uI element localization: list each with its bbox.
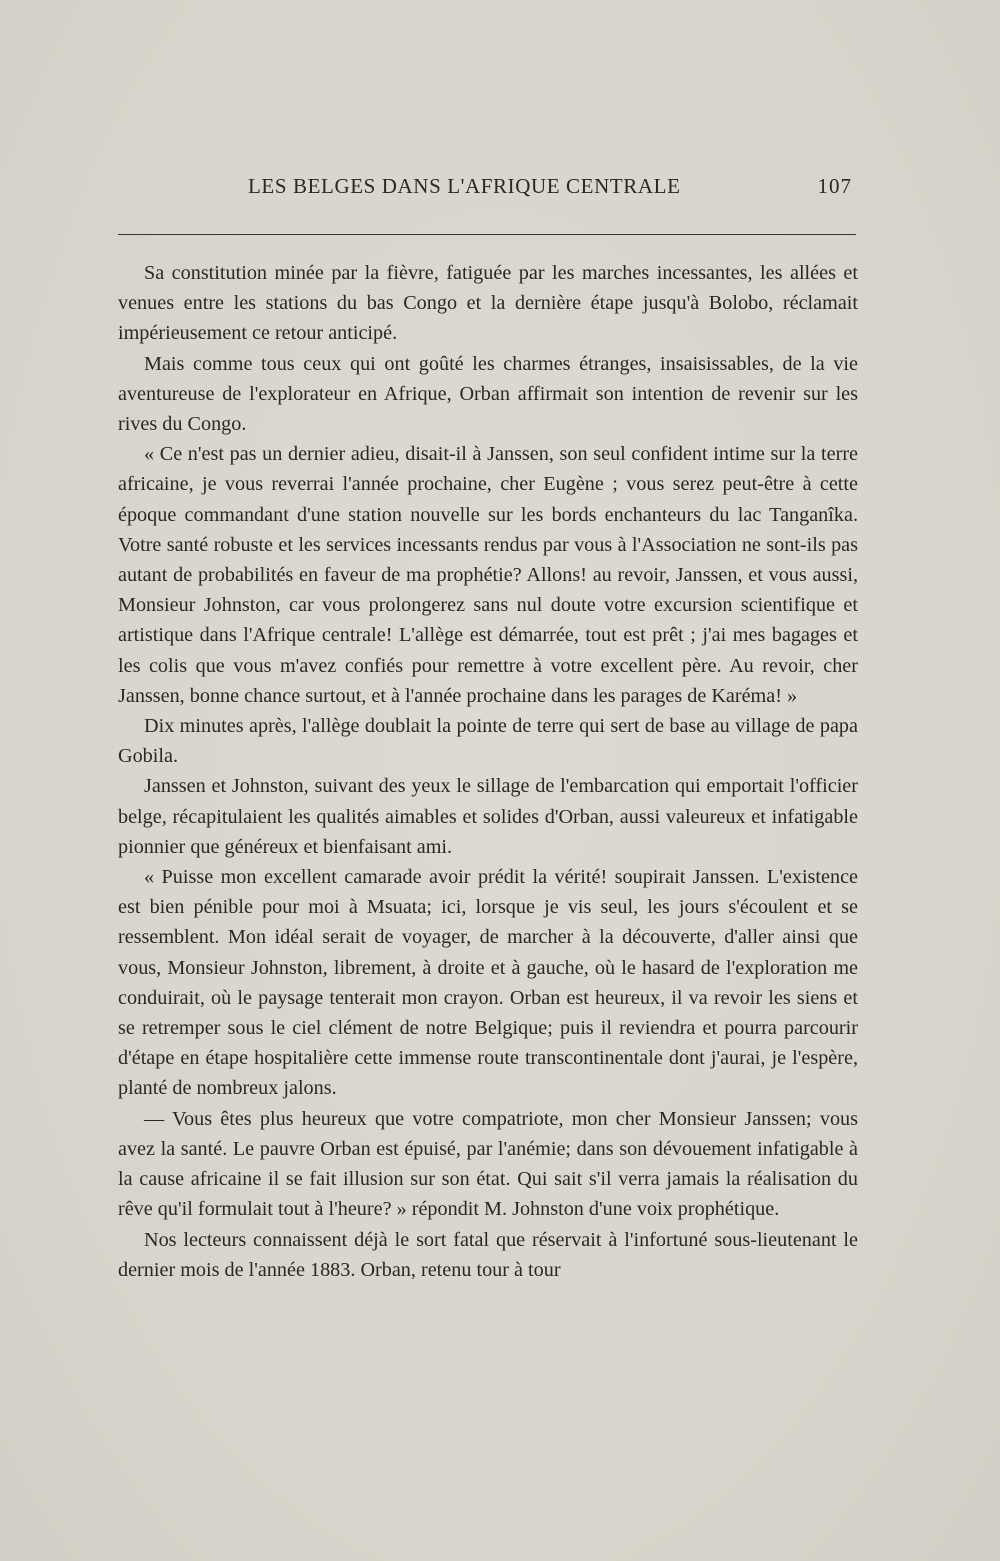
paragraph: « Puisse mon excellent camarade avoir prédit la vérité! soupirait Janssen. L'existence est bien pénible pour moi à Msuata; ici, lorsque je vis seul, les jours s'écoulent et se ressemblent. Mon idéal serait de voyager, de marcher à la découverte, d'aller ainsi que vous, Monsieur Johnston, librement, à droite et à gauche, où le hasard de l'exploration me conduirait, où le paysage tenterait mon crayon. Orban est heureux, il va revoir les siens et se retremper sous le ciel clément de notre Belgique; puis il reviendra et pourra parcourir d'étape en étape hospitalière cette immense route transcontinentale dont j'aurai, je l'espère, planté de nombreux jalons. (118, 866, 858, 1100)
paragraph: — Vous êtes plus heureux que votre compatriote, mon cher Monsieur Janssen; vous avez la santé. Le pauvre Orban est épuisé, par l'anémie; dans son dévouement infatigable à la cause africaine il se fait illusion sur son état. Qui sait s'il verra jamais la réalisation du rêve qu'il formulait tout à l'heure? » répondit M. Johnston d'une voix prophétique. (118, 1107, 858, 1221)
paragraph: Sa constitution minée par la fièvre, fatiguée par les marches incessantes, les allées et venues entre les stations du bas Congo et la dernière étape jusqu'à Bolobo, réclamait impérieusement ce retour anticipé. (118, 262, 858, 345)
running-title: LES BELGES DANS L'AFRIQUE CENTRALE (248, 174, 681, 198)
header-rule (118, 234, 856, 235)
page-number: 107 (817, 174, 852, 198)
body-text (118, 258, 858, 1285)
paragraph: « Ce n'est pas un dernier adieu, disait-il à Janssen, son seul confident intime sur la terre africaine, je vous reverrai l'année prochaine, cher Eugène ; vous serez peut-être à cette époque commandant d'une station nouvelle sur les bords enchanteurs du lac Tanganîka. Votre santé robuste et les services incessants rendus par vous à l'Association ne sont-ils pas autant de probabilités en faveur de ma prophétie? Allons! au revoir, Janssen, et vous aussi, Monsieur Johnston, car vous prolongerez sans nul doute votre excursion scientifique et artistique dans l'Afrique centrale! L'allège est démarrée, tout est prêt ; j'ai mes bagages et les colis que vous m'avez confiés pour remettre à votre excellent père. Au revoir, cher Janssen, bonne chance surtout, et à l'année prochaine dans les parages de Karéma! » (118, 443, 858, 707)
paragraph: Nos lecteurs connaissent déjà le sort fatal que réservait à l'infortuné sous-lieutenant le dernier mois de l'année 1883. Orban, retenu tour à tour (118, 1228, 858, 1281)
paragraph: Dix minutes après, l'allège doublait la pointe de terre qui sert de base au village de papa Gobila. (118, 715, 858, 768)
paragraph: Mais comme tous ceux qui ont goûté les charmes étranges, insaisissables, de la vie aventureuse de l'explorateur en Afrique, Orban affirmait son intention de revenir sur les rives du Congo. (118, 352, 858, 436)
paragraph: Janssen et Johnston, suivant des yeux le sillage de l'embarcation qui emportait l'officier belge, récapitulaient les qualités aimables et solides d'Orban, aussi valeureux et infatigable pionnier que généreux et bienfaisant ami. (118, 775, 858, 858)
page-header (118, 174, 856, 204)
